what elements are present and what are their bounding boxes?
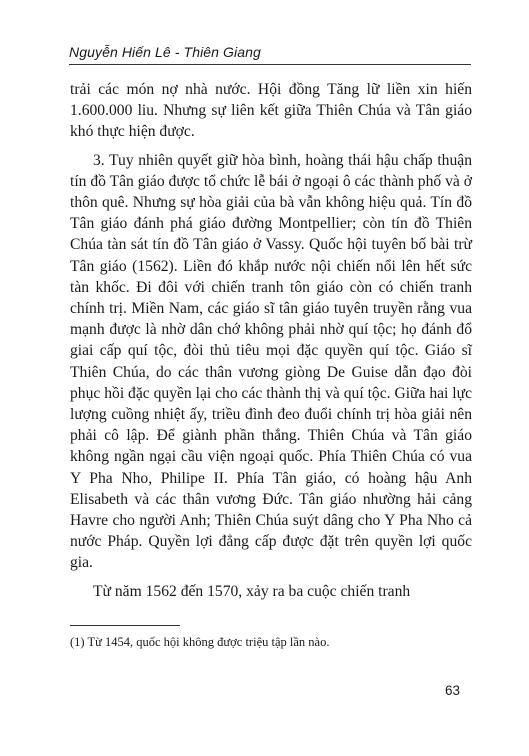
body-text: [70, 79, 472, 602]
paragraph-wars: Từ năm 1562 đến 1570, xảy ra ba cuộc chiến tranh: [93, 582, 411, 600]
paragraph-section-3: 3. Tuy nhiên quyết giữ hòa bình, hoàng thái hậu chấp thuận tín đồ Tân giáo được tổ chức lễ bái ở ngoại ô các thành phố và ở thôn quê. Nhưng sự hòa giải của bà vẫn không hiệu quả. Tín đồ Tân giáo đánh phá giáo đường Montpellier; còn tín đồ Thiên Chúa tàn sát tín đồ Tân giáo ở Vassy. Quốc hội tuyên bố bài trừ Tân giáo (1562). Liền đó khắp nước nội chiến nổi lên hết sức tàn khốc. Đi đôi với chiến tranh tôn giáo còn có chiến tranh chính trị. Miền Nam, các giáo sĩ tân giáo tuyên truyền rằng vua mạnh được là nhờ dân chớ không phải nhờ quí tộc; họ đánh đổ giai cấp quí tộc, đòi thủ tiêu mọi đặc quyền quí tộc. Giáo sĩ Thiên Chúa, do các thân vương giòng De Guise dẫn đạo đòi phục hồi đặc quyền lại cho các thành thị và quí tộc. Giữa hai lực lượng cuồng nhiệt ấy, triều đình đeo đuổi chính trị hòa giải nên phải cô lập. Để giành phần thắng. Thiên Chúa và Tân giáo không ngần ngại cầu viện ngoại quốc. Phía Thiên Chúa có vua Y Pha Nho, Philipe II. Phía Tân giáo, có hoàng hậu Anh Elisabeth và các thân vương Đức. Tân giáo nhường hải cảng Havre cho người Anh; Thiên Chúa suýt dâng cho Y Pha Nho cả nước Pháp. Quyền lợi đẳng cấp được đặt trên quyền lợi quốc gia.: [70, 151, 472, 572]
footnote: (1) Từ 1454, quốc hội không được triệu tập lần nào.: [70, 635, 330, 649]
page-number: 63: [445, 683, 461, 698]
running-header: Nguyễn Hiến Lê - Thiên Giang: [69, 44, 261, 60]
paragraph-continued: trải các món nợ nhà nước. Hội đồng Tăng lữ liền xin hiến 1.600.000 liu. Nhưng sự liên kết giữa Thiên Chúa và Tân giáo khó thực hiện được.: [70, 81, 472, 141]
header-divider: [69, 64, 471, 65]
footnote-divider: [70, 625, 180, 626]
